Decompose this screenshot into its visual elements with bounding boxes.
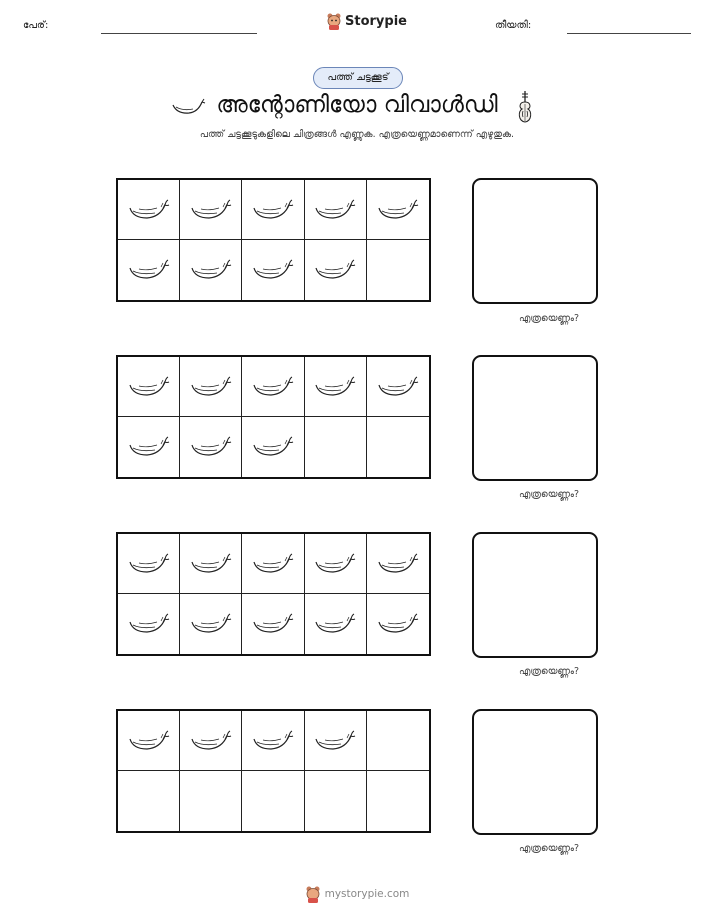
page-title: അന്റോണിയോ വിവാൾഡി [216,92,498,118]
frame-cell [118,180,180,240]
storypie-mascot-icon [326,12,342,30]
gondola-icon [313,374,357,400]
answer-question-3: എത്രയെണ്ണം? [518,666,580,677]
gondola-icon [189,197,233,223]
frame-cell [305,417,367,477]
answer-question-2: എത്രയെണ്ണം? [518,489,580,500]
frame-cell [305,240,367,300]
ten-frame-2 [116,355,431,479]
name-label: പേര്: [23,20,49,31]
violin-icon [515,90,535,124]
gondola-icon [189,434,233,460]
storypie-mascot-icon [305,885,321,903]
ten-frame-4 [116,709,431,833]
gondola-icon [251,257,295,283]
date-field[interactable] [567,33,691,34]
name-field[interactable] [101,33,257,34]
gondola-icon [189,551,233,577]
frame-cell [367,534,429,594]
frame-cell [305,357,367,417]
gondola-icon [251,551,295,577]
answer-box-1[interactable] [472,178,598,304]
logo-text: Storypie [345,13,407,29]
frame-cell [180,711,242,771]
gondola-icon [251,197,295,223]
gondola-icon [127,551,171,577]
frame-cell [118,534,180,594]
frame-cell [180,240,242,300]
gondola-icon [376,551,420,577]
gondola-icon [127,197,171,223]
gondola-icon [127,728,171,754]
gondola-icon [189,374,233,400]
frame-cell [242,240,304,300]
frame-cell [367,240,429,300]
gondola-icon [127,257,171,283]
frame-cell [180,771,242,831]
gondola-icon [251,434,295,460]
frame-cell [118,711,180,771]
gondola-icon [376,611,420,637]
frame-cell [242,771,304,831]
gondola-icon [189,611,233,637]
frame-cell [305,180,367,240]
frame-cell [242,594,304,654]
frame-cell [367,357,429,417]
frame-cell [305,534,367,594]
gondola-icon [251,611,295,637]
answer-box-3[interactable] [472,532,598,658]
footer-url[interactable]: mystorypie.com [324,888,410,900]
frame-cell [180,357,242,417]
date-label: തീയതി: [495,20,532,31]
gondola-icon [313,197,357,223]
worksheet-type-badge: പത്ത് ചട്ടക്കൂട് [313,67,403,89]
frame-cell [367,417,429,477]
frame-cell [242,417,304,477]
gondola-icon [313,728,357,754]
gondola-icon [127,434,171,460]
gondola-icon [127,611,171,637]
instruction-text: പത്ത് ചട്ടക്കൂടുകളിലെ ചിത്രങ്ങൾ എണ്ണുക. എത്രയെണ്ണമാണെന്ന് എഴുതുക. [199,129,515,140]
frame-cell [180,417,242,477]
frame-cell [242,534,304,594]
frame-cell [118,357,180,417]
ten-frame-3 [116,532,431,656]
gondola-icon [189,257,233,283]
answer-box-4[interactable] [472,709,598,835]
gondola-icon [251,728,295,754]
frame-cell [367,711,429,771]
gondola-icon [189,728,233,754]
gondola-icon [313,257,357,283]
answer-box-2[interactable] [472,355,598,481]
frame-cell [180,180,242,240]
gondola-icon [313,611,357,637]
answer-question-4: എത്രയെണ്ണം? [518,843,580,854]
frame-cell [118,594,180,654]
storypie-logo [326,12,407,30]
frame-cell [118,240,180,300]
frame-cell [118,417,180,477]
ten-frame-1 [116,178,431,302]
frame-cell [367,180,429,240]
gondola-icon [376,197,420,223]
answer-question-1: എത്രയെണ്ണം? [518,313,580,324]
gondola-icon [313,551,357,577]
footer [0,885,714,903]
frame-cell [367,771,429,831]
frame-cell [242,357,304,417]
frame-cell [305,594,367,654]
gondola-icon [376,374,420,400]
frame-cell [242,711,304,771]
frame-cell [118,771,180,831]
frame-cell [180,594,242,654]
frame-cell [367,594,429,654]
gondola-icon [251,374,295,400]
frame-cell [180,534,242,594]
frame-cell [242,180,304,240]
frame-cell [305,711,367,771]
gondola-icon [127,374,171,400]
frame-cell [305,771,367,831]
